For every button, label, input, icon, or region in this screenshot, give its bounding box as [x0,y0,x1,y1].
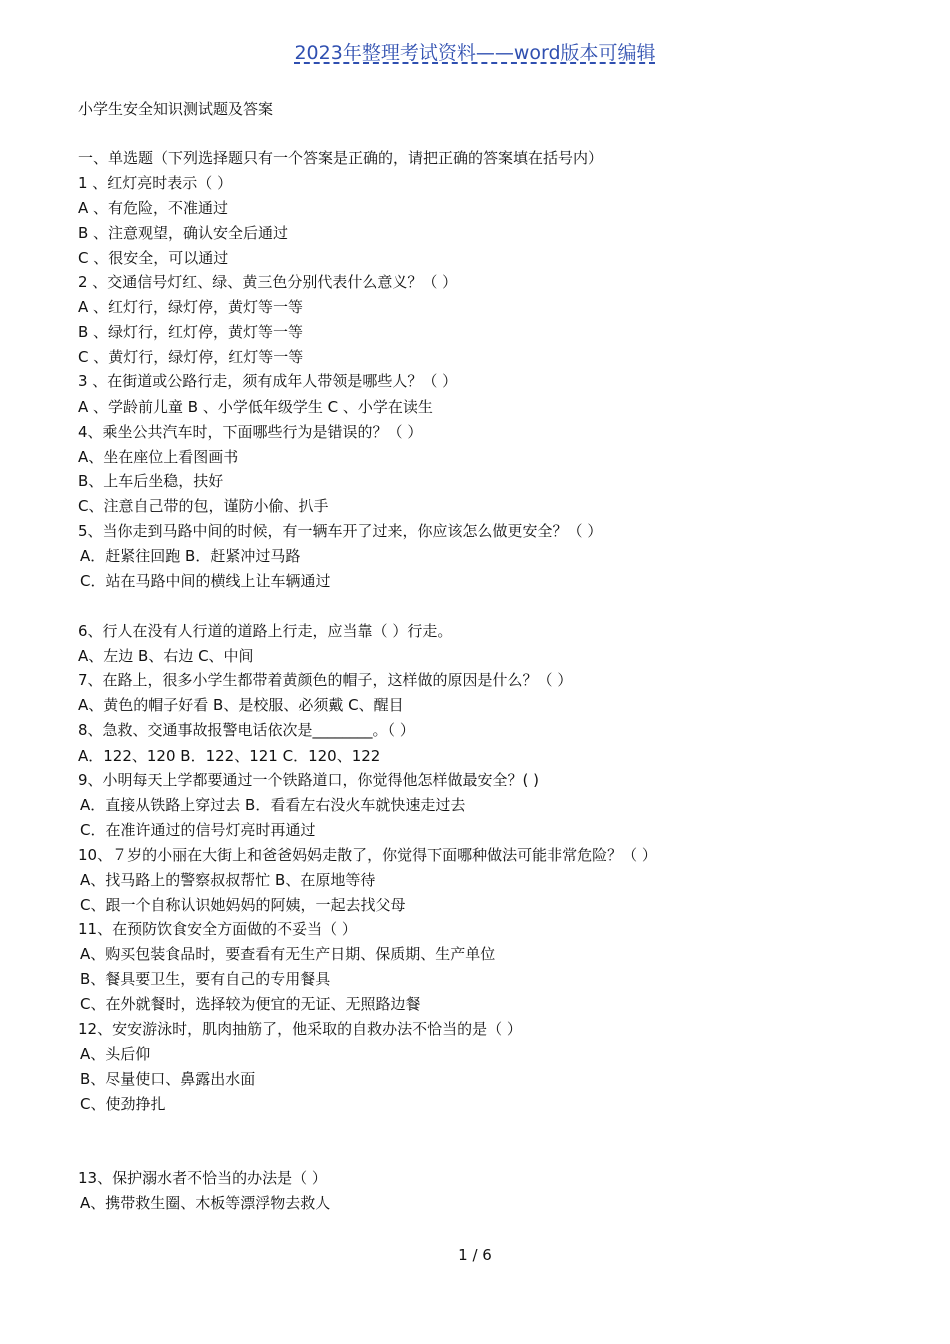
option-line: A、头后仰 [80,1045,151,1063]
option-line: A．赶紧往回跑 B．赶紧冲过马路 [80,547,301,565]
question-1: 1 、红灯亮时表示（ ） [78,174,233,192]
option-line: A 、红灯行，绿灯停，黄灯等一等 [78,298,304,316]
option-line: C、使劲挣扎 [80,1095,166,1113]
option-line: B、上车后坐稳，扶好 [78,472,224,490]
option-line: C．站在马路中间的横线上让车辆通过 [80,572,331,590]
option-line: C、注意自己带的包，谨防小偷、扒手 [78,497,329,515]
question-8: 8、急救、交通事故报警电话依次是________。（ ） [78,721,415,739]
question-13: 13、保护溺水者不恰当的办法是（ ） [78,1169,327,1187]
question-3: 3 、在街道或公路行走，须有成年人带领是哪些人？（ ） [78,372,458,390]
option-line: C 、很安全，可以通过 [78,249,229,267]
page-number: 1 / 6 [458,1246,492,1264]
question-4: 4、乘坐公共汽车时，下面哪些行为是错误的？（ ） [78,423,423,441]
option-line: A、找马路上的警察叔叔帮忙 B、在原地等待 [80,871,376,889]
option-line: B、餐具要卫生，要有自己的专用餐具 [80,970,331,988]
question-7: 7、在路上，很多小学生都带着黄颜色的帽子，这样做的原因是什么？（ ） [78,671,573,689]
question-9: 9、小明每天上学都要通过一个铁路道口，你觉得他怎样做最安全？( ) [78,771,540,789]
document-title: 小学生安全知识测试题及答案 [78,100,274,118]
question-2: 2 、交通信号灯红、绿、黄三色分别代表什么意义？（ ） [78,273,458,291]
option-line: A、坐在座位上看图画书 [78,448,239,466]
option-line: B、尽量使口、鼻露出水面 [80,1070,256,1088]
option-line: A、左边 B、右边 C、中间 [78,647,254,665]
option-line: A、购买包装食品时，要查看有无生产日期、保质期、生产单位 [80,945,496,963]
option-line: B 、注意观望，确认安全后通过 [78,224,289,242]
question-11: 11、在预防饮食安全方面做的不妥当（ ） [78,920,357,938]
option-line: C、在外就餐时，选择较为便宜的无证、无照路边餐 [80,995,421,1013]
question-5: 5、当你走到马路中间的时候，有一辆车开了过来，你应该怎么做更安全？（ ） [78,522,603,540]
question-6: 6、行人在没有人行道的道路上行走，应当靠（ ）行走。 [78,622,453,640]
header-link[interactable]: 2023年整理考试资料——word版本可编辑 [294,42,656,64]
section-heading: 一、单选题（下列选择题只有一个答案是正确的，请把正确的答案填在括号内） [78,149,604,167]
question-12: 12、安安游泳时，肌肉抽筋了，他采取的自救办法不恰当的是（ ） [78,1020,522,1038]
option-line: A．122、120 B．122、121 C．120、122 [78,747,381,765]
option-line: A、黄色的帽子好看 B、是校服、必须戴 C、醒目 [78,696,404,714]
question-10: 10、７岁的小丽在大街上和爸爸妈妈走散了，你觉得下面哪种做法可能非常危险？（ ） [78,846,657,864]
option-line: A、携带救生圈、木板等漂浮物去救人 [80,1194,331,1212]
option-line: A 、有危险，不准通过 [78,199,229,217]
option-line: C 、黄灯行，绿灯停，红灯等一等 [78,348,304,366]
option-line: A．直接从铁路上穿过去 B．看看左右没火车就快速走过去 [80,796,466,814]
option-line: C、跟一个自称认识她妈妈的阿姨，一起去找父母 [80,896,406,914]
option-line: B 、绿灯行，红灯停，黄灯等一等 [78,323,304,341]
option-line: C．在准许通过的信号灯亮时再通过 [80,821,316,839]
option-line: A 、学龄前儿童 B 、小学低年级学生 C 、小学在读生 [78,398,433,416]
